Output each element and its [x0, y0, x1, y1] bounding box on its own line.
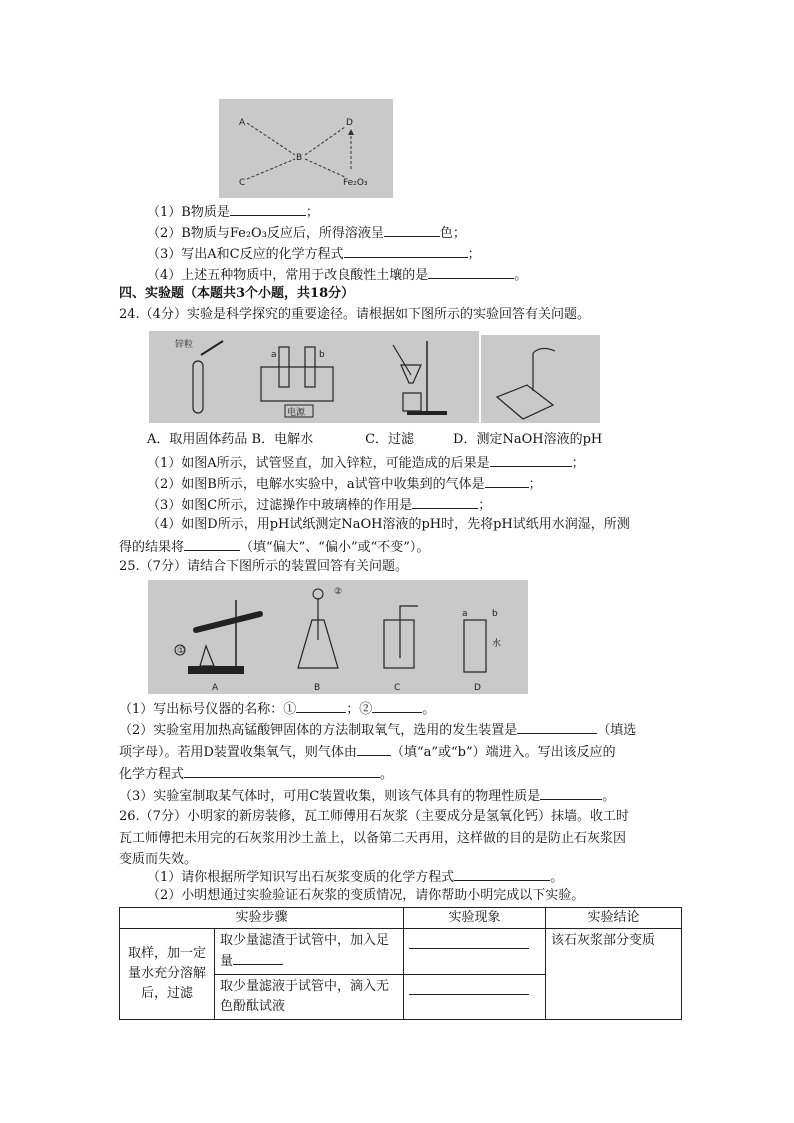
- node-b: B: [296, 153, 303, 163]
- node-fe2o3: Fe₂O₃: [343, 178, 368, 188]
- answer-blank[interactable]: [230, 202, 306, 216]
- water-bottle-icon: [464, 620, 486, 672]
- node-a: A: [239, 118, 246, 128]
- label-zinc: 锌粒: [175, 340, 194, 350]
- reaction-diagram: [219, 99, 393, 198]
- answer-blank[interactable]: [384, 223, 440, 237]
- answer-blank[interactable]: [485, 474, 529, 488]
- label-C: C: [394, 683, 401, 693]
- label-two: ②: [334, 587, 343, 597]
- q25-2a: （2）实验室用加热高锰酸钾固体的方法制取氧气，选用的发生装置是 （填选: [119, 720, 636, 740]
- glass-rod-icon: [393, 345, 411, 375]
- answer-blank[interactable]: [428, 265, 514, 279]
- q24-intro: 24.（4分）实验是科学探究的重要途径。请根据如下图所示的实验回答有关问题。: [119, 307, 590, 322]
- link-b-fe: [305, 159, 345, 177]
- q23-1: （1）B物质是 ；: [147, 202, 319, 222]
- label-water: 水: [492, 639, 502, 649]
- header-phenomenon: 实验现象: [404, 908, 546, 929]
- label-b: b: [492, 609, 498, 619]
- answer-blank[interactable]: [184, 537, 240, 551]
- link-a-b: [247, 123, 295, 155]
- q26-2: （2）小明想通过实验验证石灰浆的变质情况，请你帮助小明完成以下实验。: [147, 888, 585, 903]
- arrow-head: [348, 129, 354, 135]
- row2-step: 取少量滤液于试管中，滴入无色酚酞试液: [215, 975, 404, 1020]
- header-step: 实验步骤: [120, 908, 404, 929]
- thistle-funnel-icon: [313, 589, 323, 599]
- answer-blank[interactable]: [184, 764, 380, 778]
- q24-1: （1）如图A所示，试管竖直，加入锌粒，可能造成的后果是 ；: [147, 453, 585, 473]
- row1-phenomenon: [404, 929, 546, 975]
- answer-blank[interactable]: [490, 453, 572, 467]
- stand-base-icon: [407, 411, 447, 415]
- header-conclusion: 实验结论: [546, 908, 682, 929]
- q24-figure-abc: [149, 331, 479, 423]
- q25-2b: 项字母）。若用D装置收集氧气，则气体由 （填“a”或“b”）端进入。写出该反应的: [119, 742, 616, 762]
- q24-3: （3）如图C所示，过滤操作中玻璃棒的作用是 ；: [147, 495, 491, 515]
- test-tube-icon: [193, 361, 203, 413]
- q23-3: （3）写出A和C反应的化学方程式 ；: [147, 244, 481, 264]
- row1-step: 取少量滤渣于试管中，加入足量: [215, 929, 404, 975]
- table-header-row: [120, 908, 682, 929]
- label-power: 电源: [287, 408, 306, 418]
- node-d: D: [346, 118, 353, 128]
- q24-4b: 得的结果将 （填“偏大”、“偏小”或“不变”）。: [119, 537, 429, 557]
- q23-4: （4）上述五种物质中，常用于改良酸性土壤的是 。: [147, 265, 527, 285]
- label-one: ①: [177, 646, 186, 656]
- label-B: B: [314, 683, 321, 693]
- conclusion-cell: 该石灰浆部分变质: [546, 929, 682, 1020]
- q25-intro: 25.（7分）请结合下图所示的装置回答有关问题。: [119, 559, 408, 574]
- hand-icon: [533, 348, 555, 353]
- answer-blank[interactable]: [412, 495, 478, 509]
- q24-4: （4）如图D所示，用pH试纸测定NaOH溶液的pH时，先将pH试纸用水润湿，所测: [147, 517, 630, 532]
- label-a: a: [462, 609, 468, 619]
- link-c-b: [247, 159, 295, 179]
- q26-p2: 瓦工师傅把未用完的石灰浆用沙土盖上，以备第二天再用，这样做的目的是防止石灰浆因: [119, 831, 627, 846]
- answer-blank[interactable]: [540, 786, 602, 800]
- row2-phenomenon: [404, 975, 546, 1020]
- answer-blank[interactable]: [517, 720, 597, 734]
- q25-2c: 化学方程式 。: [119, 764, 393, 784]
- q23-2: （2）B物质与Fe₂O₃反应后，所得溶液呈 色；: [147, 223, 466, 243]
- label-D: D: [474, 683, 481, 693]
- q26-p1: 26.（7分）小明家的新房装修，瓦工师傅用石灰浆（主要成分是氢氧化钙）抹墙。收工时: [119, 809, 629, 824]
- label-a: a: [271, 350, 277, 360]
- q25-3: （3）实验室制取某气体时，可用C装置收集，则该气体具有的物理性质是 。: [119, 786, 615, 806]
- gas-bottle-icon: [384, 620, 414, 668]
- delivery-tube-icon: [400, 606, 418, 658]
- answer-blank[interactable]: [454, 867, 550, 881]
- tweezers-icon: [201, 341, 223, 355]
- step-main: 取样，加一定量水充分溶解后，过滤: [120, 929, 215, 1020]
- q26-p3: 变质而失效。: [119, 852, 198, 867]
- label-A: A: [212, 683, 219, 693]
- answer-blank[interactable]: [344, 244, 468, 258]
- label-b: b: [319, 350, 325, 360]
- answer-blank[interactable]: [233, 951, 283, 965]
- q24-figure-d: [481, 335, 600, 423]
- answer-blank[interactable]: [357, 742, 391, 756]
- water-trough-icon: [261, 367, 333, 401]
- q24-captions: A．取用固体药品 B．电解水 C．过滤 D．测定NaOH溶液的pH: [147, 432, 603, 447]
- answer-blank[interactable]: [409, 935, 529, 949]
- link-b-d: [305, 127, 345, 155]
- experiment-table: [119, 907, 682, 1020]
- answer-blank[interactable]: [296, 699, 346, 713]
- answer-blank[interactable]: [372, 699, 422, 713]
- heater-base-icon: [188, 666, 244, 674]
- section-title: 四、实验题（本题共3个小题，共18分）: [119, 286, 355, 301]
- answer-blank[interactable]: [409, 981, 529, 995]
- heated-tube-icon: [196, 614, 260, 630]
- alcohol-lamp-icon: [200, 646, 214, 666]
- table-row: [120, 929, 682, 975]
- q25-figure: [148, 580, 528, 694]
- q24-2: （2）如图B所示，电解水实验中，a试管中收集到的气体是 ；: [147, 474, 542, 494]
- node-c: C: [239, 178, 246, 188]
- beaker-icon: [403, 393, 421, 411]
- q26-1: （1）请你根据所学知识写出石灰浆变质的化学方程式 。: [147, 867, 563, 887]
- spot-plate-icon: [497, 385, 553, 419]
- q25-1: （1）写出标号仪器的名称：① ；② 。: [119, 699, 435, 719]
